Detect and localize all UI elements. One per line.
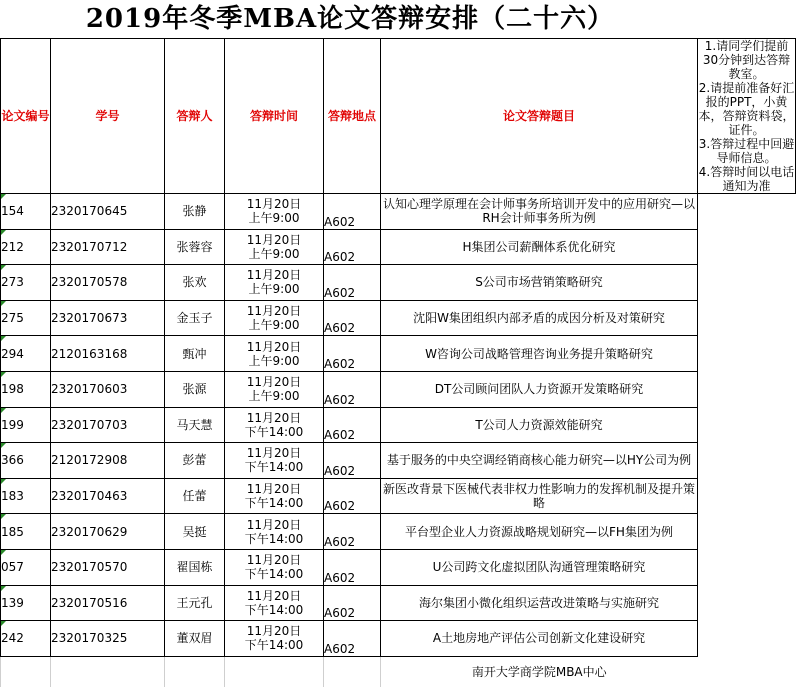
thesis-id: 273 (1, 265, 51, 301)
student-id: 2320170516 (51, 585, 165, 621)
defense-date: 11月20日 (246, 410, 302, 425)
defense-date: 11月20日 (246, 588, 302, 603)
header-room: 答辩地点 (324, 39, 381, 194)
defender-name: 任蕾 (165, 478, 225, 514)
student-id: 2120163168 (51, 336, 165, 372)
defender-name: 王元孔 (165, 585, 225, 621)
defense-time (225, 336, 324, 372)
defender-name: 翟国栋 (165, 549, 225, 585)
defense-date: 11月20日 (246, 304, 302, 319)
schedule-table (0, 38, 796, 687)
defense-room: A602 (324, 549, 381, 585)
table-row (1, 407, 796, 443)
student-id: 2320170463 (51, 478, 165, 514)
defense-room: A602 (324, 585, 381, 621)
student-id: 2320170712 (51, 229, 165, 265)
defender-name: 张静 (165, 194, 225, 230)
defense-time (225, 514, 324, 550)
defense-hour: 下午14:00 (244, 567, 304, 582)
defense-room: A602 (324, 371, 381, 407)
defense-time (225, 478, 324, 514)
defense-hour: 下午14:00 (244, 531, 304, 546)
table-row (1, 549, 796, 585)
footer-org: 南开大学商学院MBA中心 (381, 656, 698, 687)
defense-room: A602 (324, 265, 381, 301)
defense-date: 11月20日 (246, 232, 302, 247)
defense-date: 11月20日 (246, 553, 302, 568)
table-row (1, 621, 796, 657)
table-row (1, 514, 796, 550)
thesis-id: 198 (1, 371, 51, 407)
header-name: 答辩人 (165, 39, 225, 194)
defense-hour: 上午9:00 (248, 282, 300, 297)
defense-time (225, 585, 324, 621)
thesis-topic: W咨询公司战略管理咨询业务提升策略研究 (381, 336, 698, 372)
defense-date: 11月20日 (246, 517, 302, 532)
thesis-id: 154 (1, 194, 51, 230)
thesis-topic: 基于服务的中央空调经销商核心能力研究—以HY公司为例 (381, 443, 698, 479)
table-row (1, 265, 796, 301)
footer-empty-cell (165, 656, 225, 687)
defense-date: 11月20日 (246, 339, 302, 354)
defense-time (225, 443, 324, 479)
defense-hour: 下午14:00 (244, 602, 304, 617)
thesis-topic: 认知心理学原理在会计师事务所培训开发中的应用研究—以RH会计师事务所为例 (381, 194, 698, 230)
defense-date: 11月20日 (246, 268, 302, 283)
thesis-id: 366 (1, 443, 51, 479)
thesis-topic: T公司人力资源效能研究 (381, 407, 698, 443)
notes-cell (698, 39, 796, 194)
thesis-topic: 平台型企业人力资源战略规划研究—以FH集团为例 (381, 514, 698, 550)
defender-name: 张源 (165, 371, 225, 407)
student-id: 2320170325 (51, 621, 165, 657)
table-row (1, 194, 796, 230)
student-id: 2320170703 (51, 407, 165, 443)
defense-room: A602 (324, 407, 381, 443)
defense-date: 11月20日 (246, 375, 302, 390)
student-id: 2320170673 (51, 300, 165, 336)
header-time: 答辩时间 (225, 39, 324, 194)
page-title: 2019年冬季MBA论文答辩安排（二十六） (85, 4, 615, 34)
header-topic: 论文答辩题目 (381, 39, 698, 194)
defense-time (225, 549, 324, 585)
table-row (1, 371, 796, 407)
student-id: 2320170645 (51, 194, 165, 230)
thesis-id: 275 (1, 300, 51, 336)
defense-hour: 下午14:00 (244, 496, 304, 511)
defense-hour: 下午14:00 (244, 460, 304, 475)
defense-hour: 上午9:00 (248, 211, 300, 226)
defense-hour: 下午14:00 (244, 638, 304, 653)
thesis-topic: U公司跨文化虚拟团队沟通管理策略研究 (381, 549, 698, 585)
table-row (1, 443, 796, 479)
defense-room: A602 (324, 621, 381, 657)
thesis-id: 139 (1, 585, 51, 621)
note-3: 3.答辩过程中回避导师信息。 (698, 137, 795, 165)
student-id: 2320170570 (51, 549, 165, 585)
defense-hour: 上午9:00 (248, 318, 300, 333)
thesis-id: 185 (1, 514, 51, 550)
defense-time (225, 194, 324, 230)
defense-hour: 上午9:00 (248, 389, 300, 404)
table-row (1, 336, 796, 372)
defense-time (225, 265, 324, 301)
defense-room: A602 (324, 194, 381, 230)
thesis-id: 294 (1, 336, 51, 372)
thesis-topic: A土地房地产评估公司创新文化建设研究 (381, 621, 698, 657)
defense-date: 11月20日 (246, 197, 302, 212)
defense-hour: 上午9:00 (248, 246, 300, 261)
defense-time (225, 300, 324, 336)
defense-room: A602 (324, 300, 381, 336)
defense-date: 11月20日 (246, 624, 302, 639)
table-row (1, 300, 796, 336)
thesis-id: 183 (1, 478, 51, 514)
note-1: 1.请同学们提前30分钟到达答辩教室。 (702, 39, 791, 81)
defense-time (225, 407, 324, 443)
table-row (1, 585, 796, 621)
thesis-id: 199 (1, 407, 51, 443)
defense-hour: 下午14:00 (244, 424, 304, 439)
defense-room: A602 (324, 229, 381, 265)
thesis-topic: S公司市场营销策略研究 (381, 265, 698, 301)
defense-time (225, 229, 324, 265)
defense-room: A602 (324, 514, 381, 550)
footer-empty-cell (324, 656, 381, 687)
defender-name: 董双眉 (165, 621, 225, 657)
defender-name: 吴挺 (165, 514, 225, 550)
thesis-id: 057 (1, 549, 51, 585)
header-id: 论文编号 (1, 39, 51, 194)
defender-name: 甄冲 (165, 336, 225, 372)
defender-name: 马天慧 (165, 407, 225, 443)
thesis-topic: 沈阳W集团组织内部矛盾的成因分析及对策研究 (381, 300, 698, 336)
thesis-id: 242 (1, 621, 51, 657)
note-2: 2.请提前准备好汇报的PPT，小黄本，答辩资料袋，证件。 (698, 81, 795, 137)
defense-date: 11月20日 (246, 446, 302, 461)
thesis-topic: 海尔集团小微化组织运营改进策略与实施研究 (381, 585, 698, 621)
defense-time (225, 371, 324, 407)
student-id: 2120172908 (51, 443, 165, 479)
defender-name: 张欢 (165, 265, 225, 301)
table-row (1, 478, 796, 514)
thesis-topic: H集团公司薪酬体系优化研究 (381, 229, 698, 265)
footer-empty-cell (225, 656, 324, 687)
thesis-topic: DT公司顾问团队人力资源开发策略研究 (381, 371, 698, 407)
defense-time (225, 621, 324, 657)
footer-row (1, 656, 796, 687)
defender-name: 张蓉容 (165, 229, 225, 265)
header-row (1, 39, 796, 194)
student-id: 2320170578 (51, 265, 165, 301)
defense-room: A602 (324, 443, 381, 479)
student-id: 2320170629 (51, 514, 165, 550)
header-student-id: 学号 (51, 39, 165, 194)
defense-room: A602 (324, 478, 381, 514)
defense-room: A602 (324, 336, 381, 372)
thesis-id: 212 (1, 229, 51, 265)
defender-name: 彭蕾 (165, 443, 225, 479)
footer-empty-cell (1, 656, 51, 687)
student-id: 2320170603 (51, 371, 165, 407)
footer-empty-cell (51, 656, 165, 687)
defense-date: 11月20日 (246, 482, 302, 497)
thesis-topic: 新医改背景下医械代表非权力性影响力的发挥机制及提升策略 (381, 478, 698, 514)
table-row (1, 229, 796, 265)
note-4: 4.答辩时间以电话通知为准 (698, 165, 795, 193)
defender-name: 金玉子 (165, 300, 225, 336)
defense-hour: 上午9:00 (248, 353, 300, 368)
